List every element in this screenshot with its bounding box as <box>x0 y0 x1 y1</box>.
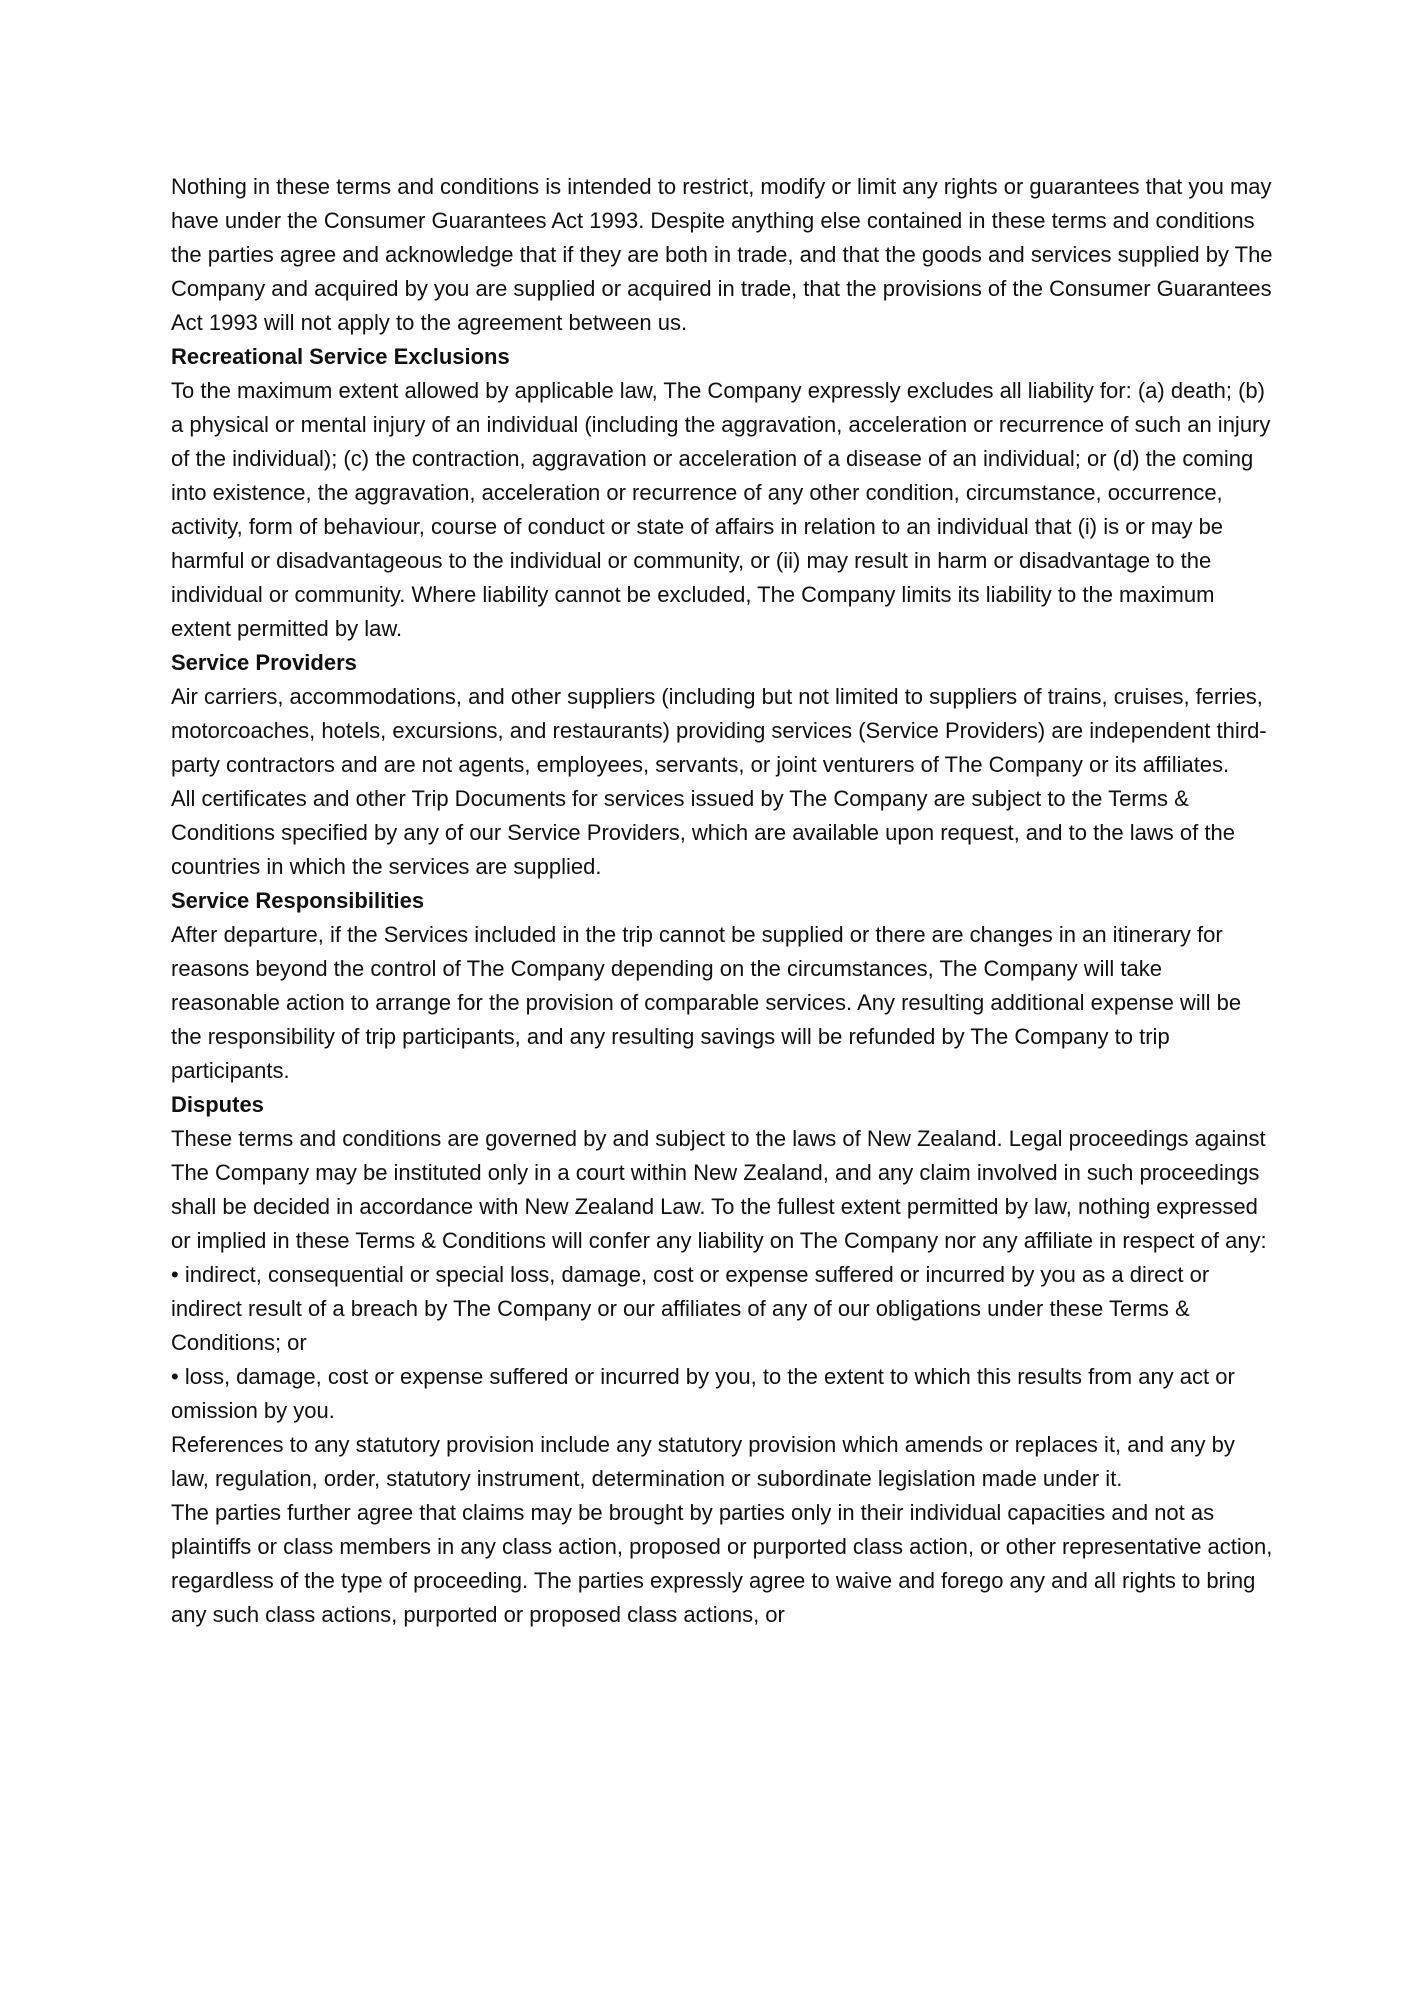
heading-service-providers: Service Providers <box>171 650 357 675</box>
paragraph-cga-intro: Nothing in these terms and conditions is intended to restrict, modify or limit any rights or guarantees that you may have under the Consumer Guarantees Act 1993. Despite anything else contained in these terms and conditions the parties agree and acknowledge that if they are both in trade, and that the goods and services supplied by The Company and acquired by you are supplied or acquired in trade, that the provisions of the Consumer Guarantees Act 1993 will not apply to the agreement between us. <box>171 174 1273 335</box>
bullet-indirect-loss: • indirect, consequential or special loss, damage, cost or expense suffered or incurred by you as a direct or indirect result of a breach by The Company or our affiliates of any of our obligations under these Terms & Conditions; or <box>171 1262 1210 1355</box>
paragraph-trip-documents: All certificates and other Trip Documents for services issued by The Company are subject to the Terms & Conditions specified by any of our Service Providers, which are available upon request, and to the laws of the countries in which the services are supplied. <box>171 786 1235 879</box>
paragraph-service-providers: Air carriers, accommodations, and other suppliers (including but not limited to suppliers of trains, cruises, ferries, motorcoaches, hotels, excursions, and restaurants) providing services (Service Providers) are independent third-party contractors and are not agents, employees, servants, or joint venturers of The Company or its affiliates. <box>171 684 1267 777</box>
heading-service-responsibilities: Service Responsibilities <box>171 888 425 913</box>
heading-disputes: Disputes <box>171 1092 264 1117</box>
paragraph-class-action-waiver: The parties further agree that claims may be brought by parties only in their individual capacities and not as plaintiffs or class members in any class action, proposed or purported class action, or other representative action, regardless of the type of proceeding. The parties expressly agree to waive and forego any and all rights to bring any such class actions, purported or proposed class actions, or <box>171 1500 1273 1627</box>
bullet-own-act-loss: • loss, damage, cost or expense suffered or incurred by you, to the extent to which this results from any act or omission by you. <box>171 1364 1235 1423</box>
heading-recreational-service-exclusions: Recreational Service Exclusions <box>171 344 510 369</box>
document-page <box>171 170 1276 1632</box>
paragraph-statutory-provisions: References to any statutory provision include any statutory provision which amends or replaces it, and any by law, regulation, order, statutory instrument, determination or subordinate legislation made under it. <box>171 1432 1235 1491</box>
paragraph-governing-law: These terms and conditions are governed by and subject to the laws of New Zealand. Legal proceedings against The Company may be instituted only in a court within New Zealand, and any claim involved in such proceedings shall be decided in accordance with New Zealand Law. To the fullest extent permitted by law, nothing expressed or implied in these Terms & Conditions will confer any liability on The Company nor any affiliate in respect of any: <box>171 1126 1267 1253</box>
paragraph-service-responsibilities: After departure, if the Services included in the trip cannot be supplied or there are changes in an itinerary for reasons beyond the control of The Company depending on the circumstances, The Company will take reasonable action to arrange for the provision of comparable services. Any resulting additional expense will be the responsibility of trip participants, and any resulting savings will be refunded by The Company to trip participants. <box>171 922 1242 1083</box>
paragraph-liability-exclusions: To the maximum extent allowed by applicable law, The Company expressly excludes all liability for: (a) death; (b) a physical or mental injury of an individual (including the aggravation, acceleration or recurrence of such an injury of the individual); (c) the contraction, aggravation or acceleration of a disease of an individual; or (d) the coming into existence, the aggravation, acceleration or recurrence of any other condition, circumstance, occurrence, activity, form of behaviour, course of conduct or state of affairs in relation to an individual that (i) is or may be harmful or disadvantageous to the individual or community, or (ii) may result in harm or disadvantage to the individual or community. Where liability cannot be excluded, The Company limits its liability to the maximum extent permitted by law. <box>171 378 1271 641</box>
